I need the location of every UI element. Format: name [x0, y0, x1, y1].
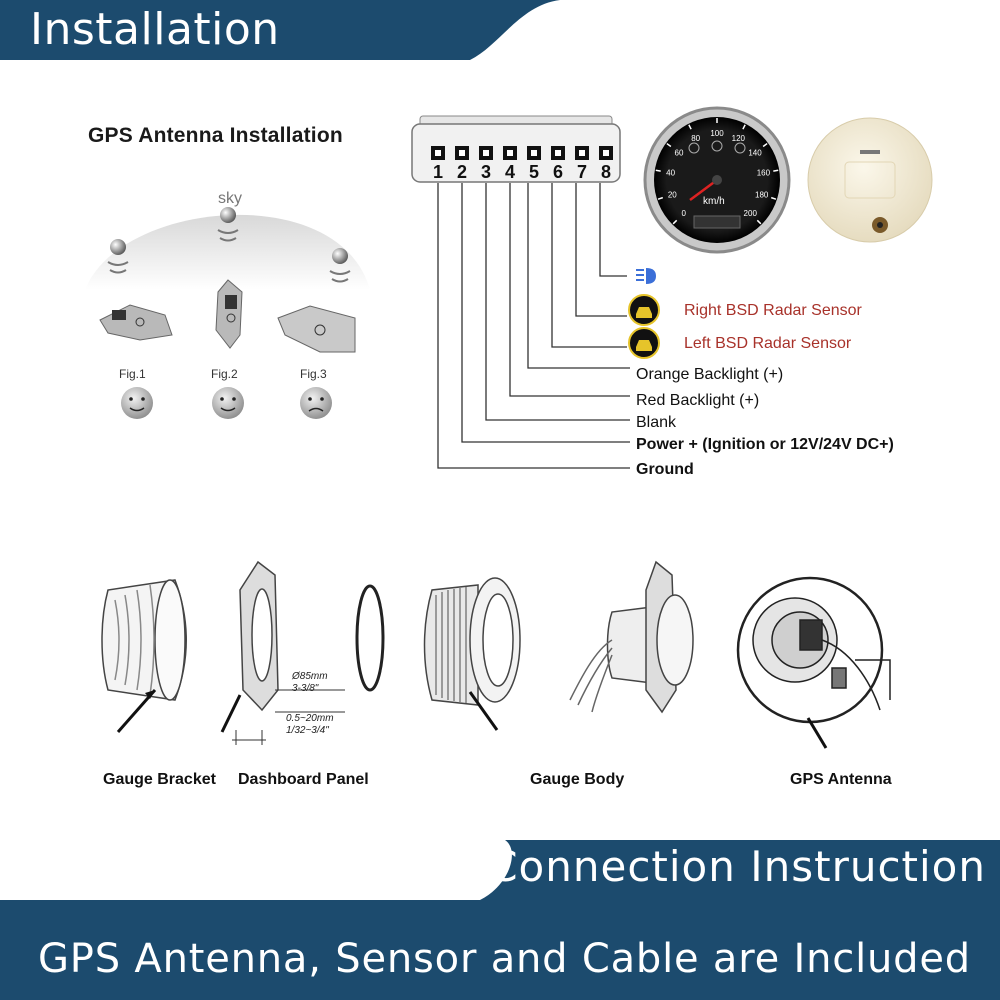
antenna-plate-fig3	[278, 306, 355, 352]
gauge-tick	[656, 170, 661, 171]
o-ring	[357, 586, 383, 690]
thickness-dimension-inch: 1/32~3/4"	[286, 725, 329, 736]
gauge-tick-label: 200	[743, 209, 757, 219]
dashboard-panel	[240, 562, 278, 710]
antenna-plate-fig2	[216, 280, 242, 348]
antenna-plate-fig1	[100, 305, 172, 340]
fig-label: Fig.2	[211, 367, 238, 381]
gauge-body	[425, 578, 521, 705]
section-title-installation: Installation	[30, 4, 280, 55]
gauge-tick-label: 100	[710, 129, 724, 138]
gps-antenna-detail	[738, 578, 890, 722]
gauge-bracket	[102, 580, 186, 700]
diameter-dimension-inch: 3-3/8"	[292, 683, 319, 694]
pin-number: 1	[432, 162, 443, 182]
pin-number: 7	[576, 162, 587, 182]
sky-label: sky	[218, 190, 242, 207]
pin-number: 2	[456, 162, 467, 182]
wire-label-power: Power + (Ignition or 12V/24V DC+)	[636, 436, 894, 453]
gauge-tick-label: 120	[731, 134, 746, 144]
part-label-gps-antenna: GPS Antenna	[790, 771, 892, 788]
wire-label-orange-backlight: Orange Backlight (+)	[636, 366, 784, 383]
part-label-dashboard-panel: Dashboard Panel	[238, 771, 369, 788]
gauge-unit: km/h	[703, 196, 725, 207]
pin-number: 8	[600, 162, 611, 182]
sky-dome	[85, 215, 370, 290]
wiring-lines	[438, 183, 630, 468]
fig-label: Fig.3	[300, 367, 327, 381]
gps-installation-title: GPS Antenna Installation	[88, 124, 343, 147]
gauge-tick	[773, 170, 778, 171]
gps-antenna-puck	[808, 118, 932, 242]
smiley-icon	[121, 387, 153, 419]
pin-number: 6	[552, 162, 563, 182]
thickness-dimension: 0.5~20mm	[286, 713, 334, 724]
part-label-gauge-bracket: Gauge Bracket	[103, 771, 216, 788]
gauge-tick-label: 160	[756, 168, 771, 178]
sad-face-icon	[300, 387, 332, 419]
pin-number: 5	[528, 162, 539, 182]
gauge-tick-label: 20	[667, 190, 677, 200]
wire-label-right-bsd: Right BSD Radar Sensor	[684, 302, 862, 319]
gauge-tick-label: 80	[691, 134, 701, 144]
pin-number: 3	[480, 162, 491, 182]
speedometer-gauge	[645, 108, 789, 252]
smiley-icon	[212, 387, 244, 419]
section-title-connection-instruction: Connection Instruction	[488, 842, 986, 891]
wire-label-blank: Blank	[636, 414, 677, 431]
pin-number: 4	[504, 162, 515, 182]
fig-label: Fig.1	[119, 367, 146, 381]
car-radar-icon	[629, 328, 659, 358]
wire-label-red-backlight: Red Backlight (+)	[636, 392, 760, 409]
car-radar-icon	[629, 295, 659, 325]
part-label-gauge-body: Gauge Body	[530, 771, 625, 788]
included-items-banner: GPS Antenna, Sensor and Cable are Included	[38, 936, 971, 982]
gauge-tick-label: 180	[755, 190, 769, 200]
headlight-icon	[636, 268, 656, 284]
wire-label-ground: Ground	[636, 461, 694, 478]
gauge-tick-label: 60	[674, 148, 684, 158]
gauge-tick-label: 40	[666, 168, 676, 178]
gauge-tick-label: 0	[681, 209, 686, 219]
gauge-tick-label: 140	[748, 148, 762, 158]
wire-label-left-bsd: Left BSD Radar Sensor	[684, 335, 852, 352]
diameter-dimension: Ø85mm	[292, 671, 328, 682]
assembled-gauge	[570, 562, 693, 712]
